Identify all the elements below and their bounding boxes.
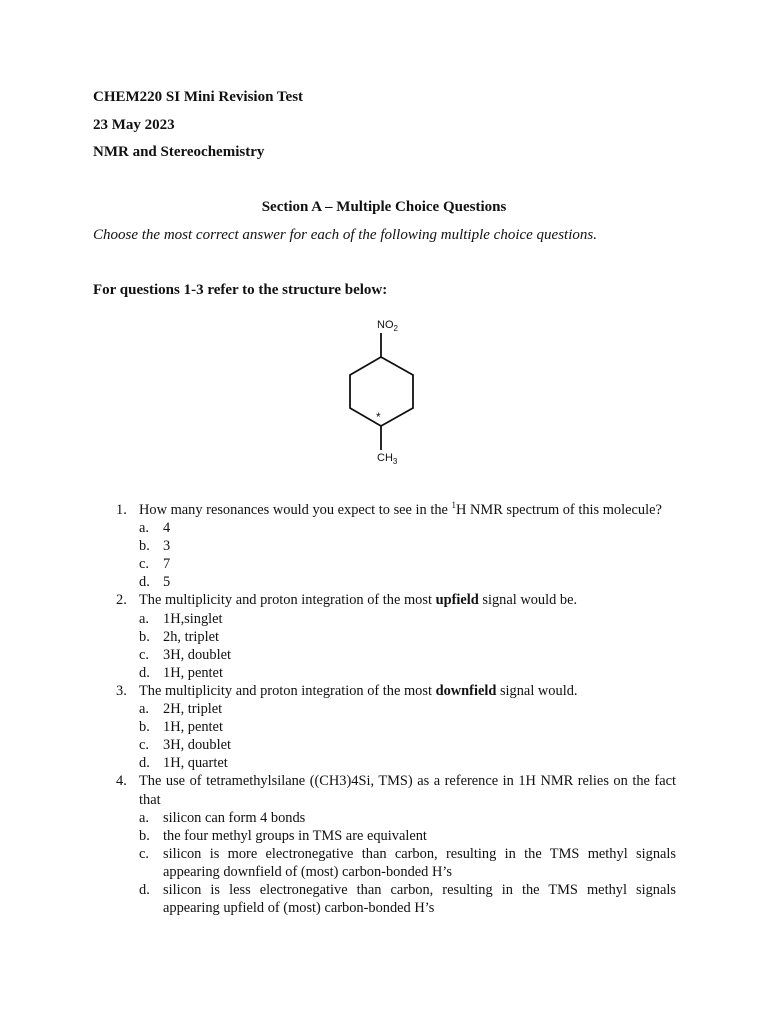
answer-option: a. 1H,singlet xyxy=(139,610,223,627)
answer-option: a. silicon can form 4 bonds xyxy=(139,809,306,826)
nitro-group-label: $NO_2$ xyxy=(377,319,398,333)
question-number: 4. xyxy=(116,773,127,790)
answer-option: b. 1H, pentet xyxy=(139,719,223,736)
methyl-group-label: $CH_3$ xyxy=(377,452,398,466)
answer-option: d. silicon is less electronegative than carbon, resulting in the TMS methyl signals appearing upfield of (most) carbon-bonded H’s xyxy=(139,881,676,917)
question-2 xyxy=(116,591,676,681)
answer-option: d. 1H, quartet xyxy=(139,755,228,772)
question-number: 2. xyxy=(116,592,127,609)
answer-option: b. 3 xyxy=(139,538,171,555)
cyclohexane-ring xyxy=(350,357,413,426)
answer-option: a. 4 xyxy=(139,520,171,537)
question-text: How many resonances would you expect to see in the $^1$H NMR spectrum of this molecule? xyxy=(139,500,662,518)
question-4 xyxy=(116,772,676,917)
topic-title: NMR and Stereochemistry xyxy=(93,144,265,160)
question-list xyxy=(116,501,676,917)
course-title: CHEM220 SI Mini Revision Test xyxy=(93,89,304,105)
question-text: The multiplicity and proton integration of the most downfield signal would. xyxy=(139,682,578,699)
question-number: 1. xyxy=(116,502,127,518)
stereocenter-asterisk: * xyxy=(376,410,381,424)
cyclohexane-structure xyxy=(330,312,440,472)
answer-option: b. the four methyl groups in TMS are equivalent xyxy=(139,827,427,844)
answer-option: d. 1H, pentet xyxy=(139,664,223,681)
answer-option: c. 3H, doublet xyxy=(139,646,231,663)
question-text: The use of tetramethylsilane ((CH3)4Si, TMS) as a reference in 1H NMR relies on the fact that xyxy=(139,773,676,808)
answer-option: c. 3H, doublet xyxy=(139,737,231,754)
test-date: 23 May 2023 xyxy=(93,117,175,133)
section-title: Section A – Multiple Choice Questions xyxy=(261,199,507,215)
reference-note: For questions 1-3 refer to the structure below: xyxy=(93,282,388,298)
section-instructions: Choose the most correct answer for each of the following multiple choice questions. xyxy=(93,227,597,243)
question-3 xyxy=(116,682,676,772)
question-number: 3. xyxy=(116,682,127,699)
answer-option: c. 7 xyxy=(139,556,171,573)
question-text: The multiplicity and proton integration of the most upfield signal would be. xyxy=(139,592,578,609)
answer-option: a. 2H, triplet xyxy=(139,701,223,718)
question-1 xyxy=(116,501,676,591)
answer-option: c. silicon is more electronegative than carbon, resulting in the TMS methyl signals appearing downfield of (most) carbon-bonded H’s xyxy=(139,845,676,880)
answer-option: d. 5 xyxy=(139,574,171,591)
answer-option: b. 2h, triplet xyxy=(139,628,219,645)
